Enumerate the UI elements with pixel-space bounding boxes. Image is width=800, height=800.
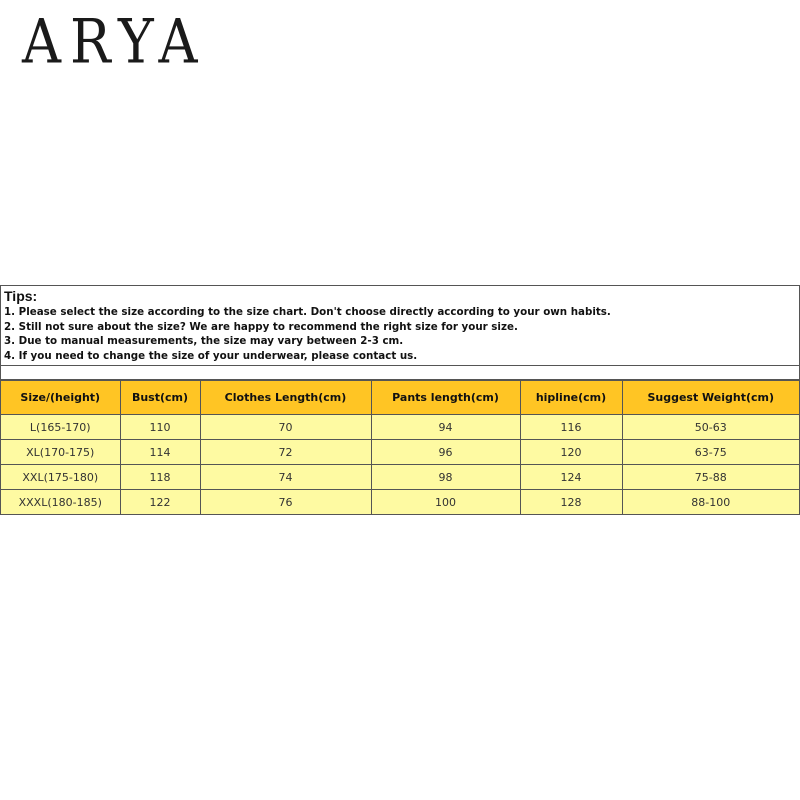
cell-suggest-weight: 75-88 bbox=[622, 465, 799, 490]
size-chart bbox=[0, 285, 800, 515]
cell-bust: 114 bbox=[120, 440, 200, 465]
tip-item: 1. Please select the size according to the size chart. Don't choose directly according to your own habits. bbox=[4, 306, 611, 318]
cell-pants-length: 96 bbox=[371, 440, 520, 465]
tips-section bbox=[1, 286, 799, 366]
table-row bbox=[1, 490, 799, 515]
cell-hipline: 124 bbox=[520, 465, 622, 490]
cell-bust: 122 bbox=[120, 490, 200, 515]
cell-suggest-weight: 50-63 bbox=[622, 415, 799, 440]
cell-clothes-length: 76 bbox=[200, 490, 371, 515]
size-table bbox=[1, 380, 799, 514]
header-bust: Bust(cm) bbox=[120, 381, 200, 415]
tip-item: 3. Due to manual measurements, the size may vary between 2-3 cm. bbox=[4, 335, 404, 347]
table-row bbox=[1, 440, 799, 465]
cell-size: XXXL(180-185) bbox=[1, 490, 120, 515]
cell-size: L(165-170) bbox=[1, 415, 120, 440]
cell-pants-length: 100 bbox=[371, 490, 520, 515]
cell-hipline: 120 bbox=[520, 440, 622, 465]
header-size: Size/(height) bbox=[1, 381, 120, 415]
header-clothes-length: Clothes Length(cm) bbox=[200, 381, 371, 415]
tips-title: Tips: bbox=[4, 288, 38, 304]
cell-pants-length: 98 bbox=[371, 465, 520, 490]
tip-item: 2. Still not sure about the size? We are happy to recommend the right size for your size. bbox=[4, 320, 518, 333]
cell-clothes-length: 74 bbox=[200, 465, 371, 490]
cell-bust: 110 bbox=[120, 415, 200, 440]
cell-clothes-length: 70 bbox=[200, 415, 371, 440]
cell-pants-length: 94 bbox=[371, 415, 520, 440]
cell-hipline: 128 bbox=[520, 490, 622, 515]
header-suggest-weight: Suggest Weight(cm) bbox=[622, 381, 799, 415]
brand-logo: ARYA bbox=[22, 6, 207, 77]
table-row bbox=[1, 415, 799, 440]
header-pants-length: Pants length(cm) bbox=[371, 381, 520, 415]
table-row bbox=[1, 465, 799, 490]
cell-suggest-weight: 88-100 bbox=[622, 490, 799, 515]
cell-bust: 118 bbox=[120, 465, 200, 490]
cell-size: XXL(175-180) bbox=[1, 465, 120, 490]
table-header-row bbox=[1, 381, 799, 415]
spacer-row bbox=[1, 366, 799, 380]
tip-item: 4. If you need to change the size of your underwear, please contact us. bbox=[4, 349, 418, 362]
header-hipline: hipline(cm) bbox=[520, 381, 622, 415]
cell-size: XL(170-175) bbox=[1, 440, 120, 465]
cell-hipline: 116 bbox=[520, 415, 622, 440]
cell-clothes-length: 72 bbox=[200, 440, 371, 465]
cell-suggest-weight: 63-75 bbox=[622, 440, 799, 465]
